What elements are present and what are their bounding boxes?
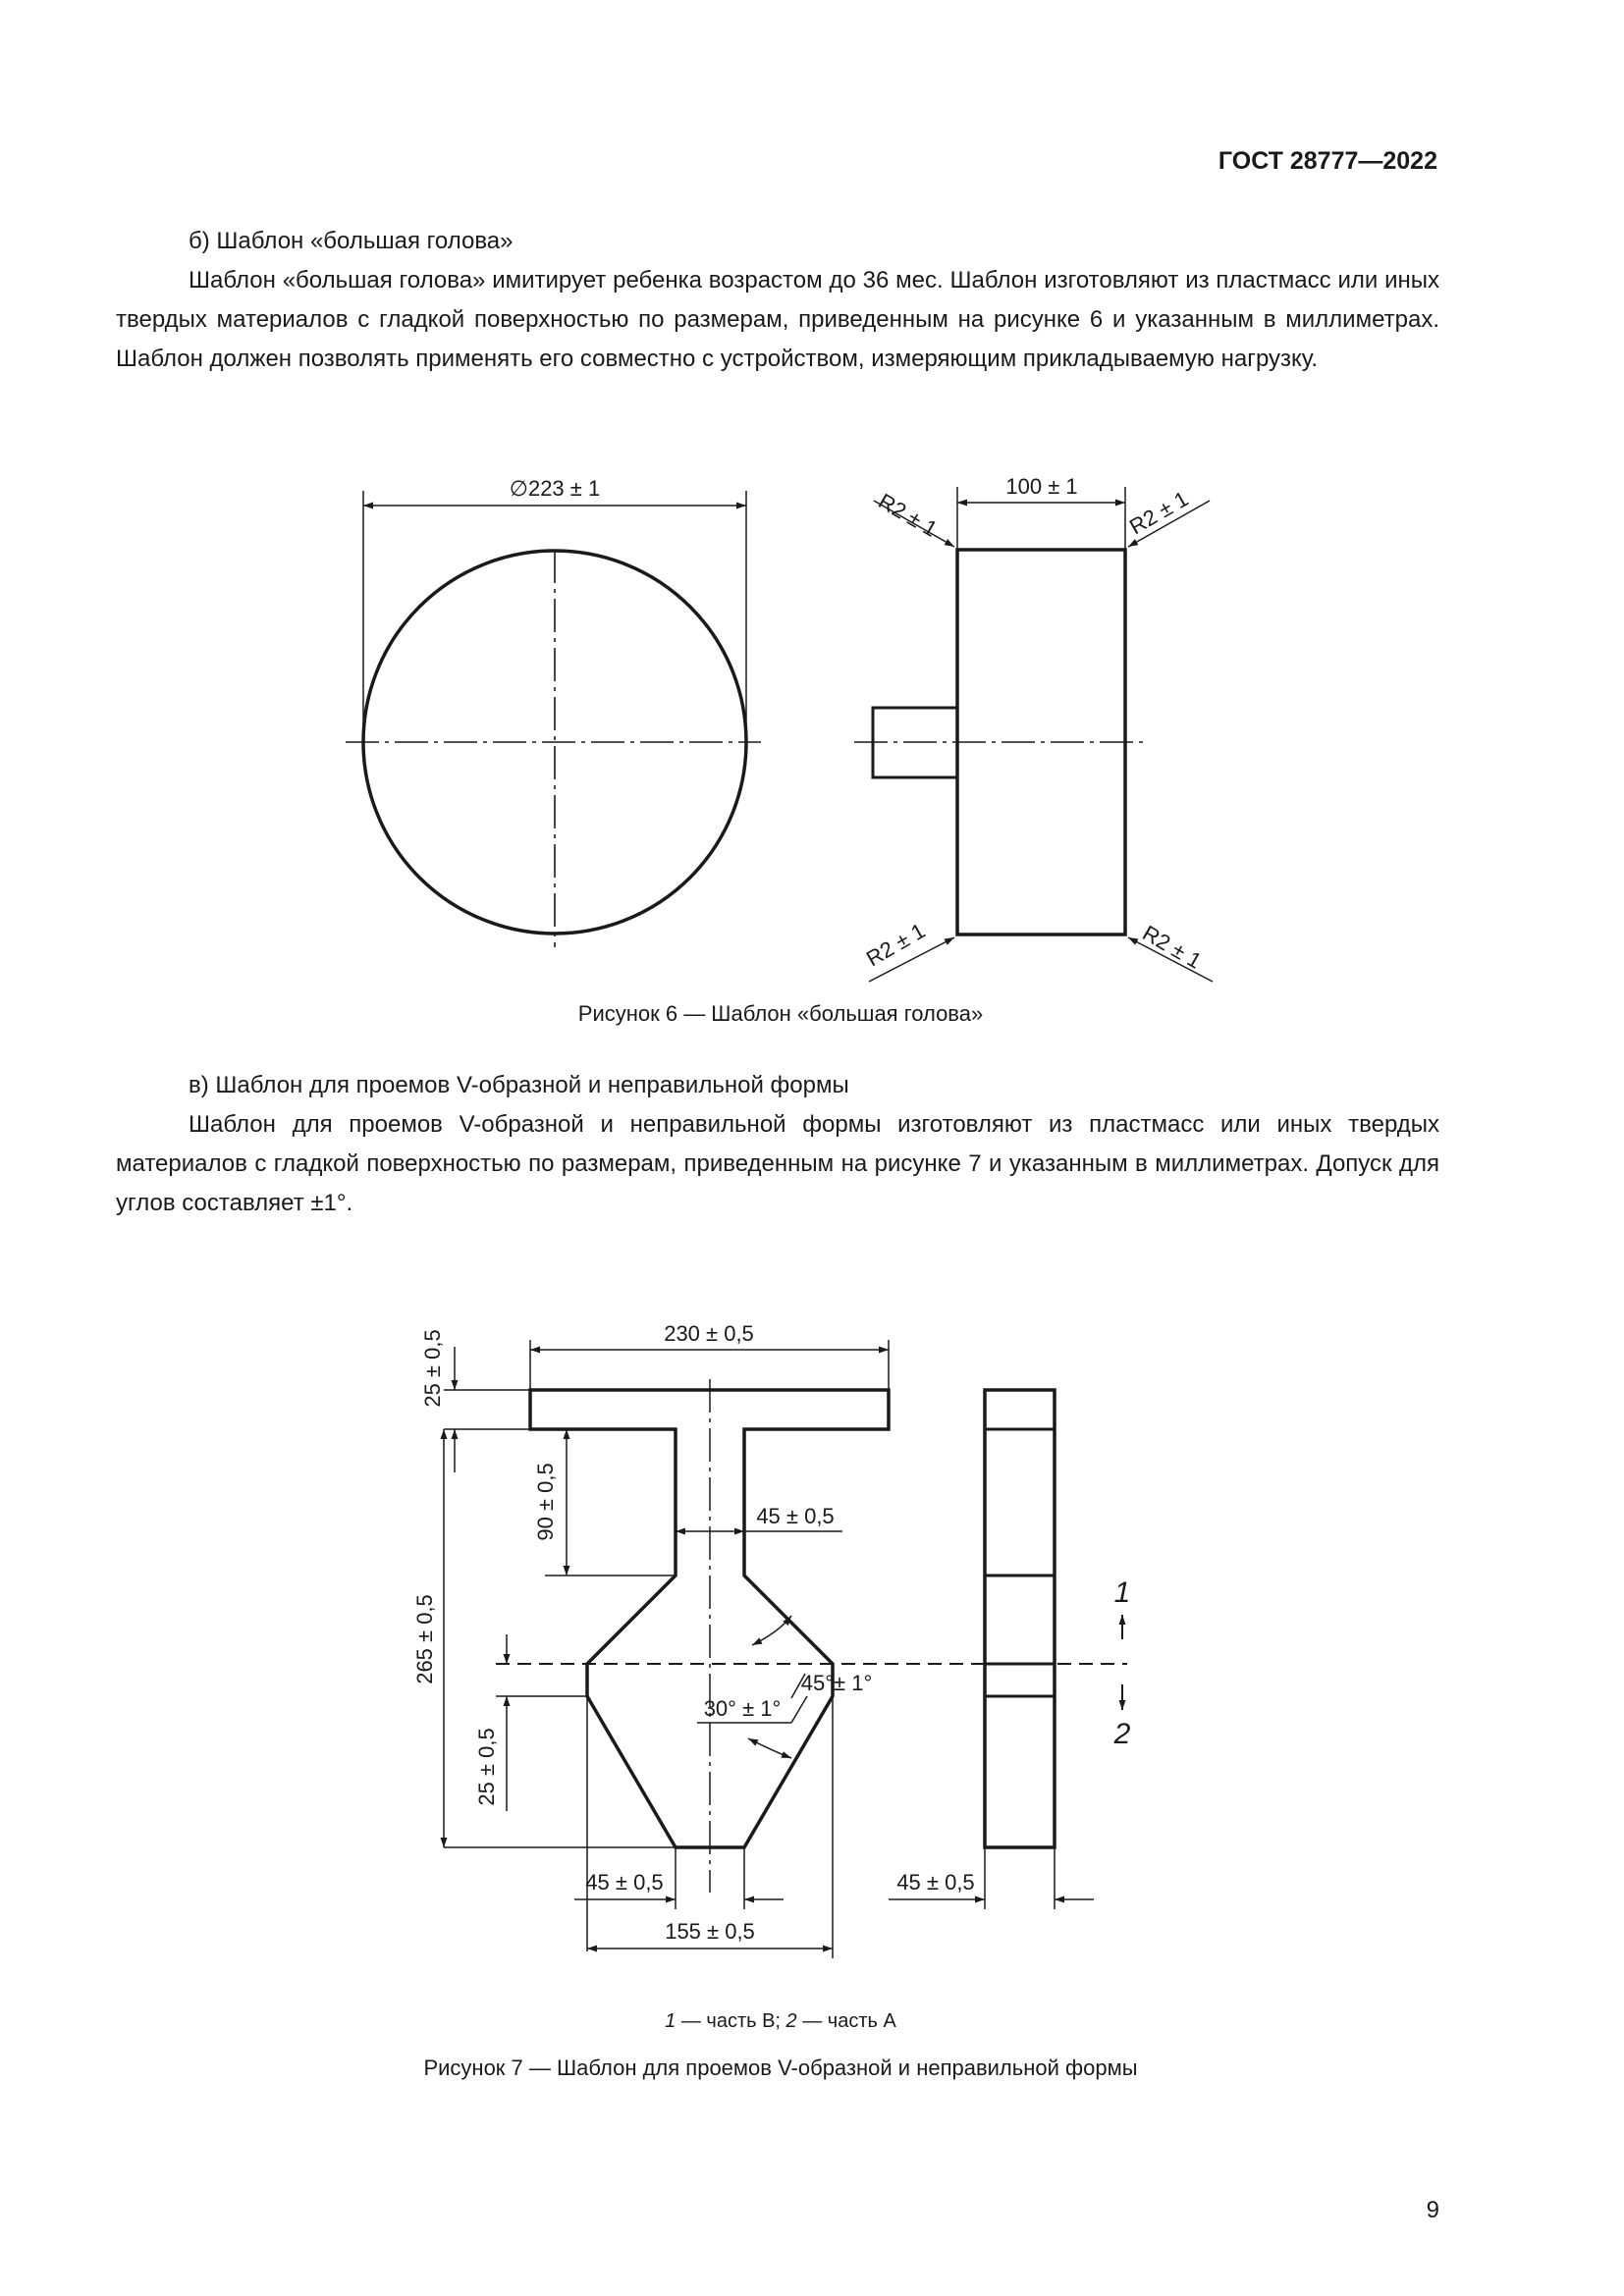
radius-label-top-left: R2 ± 1: [874, 488, 943, 542]
legend-text-2: — часть А: [796, 2010, 896, 2032]
label-lower-offset: 25 ± 0,5: [474, 1728, 499, 1806]
label-side-thickness: 45 ± 0,5: [896, 1870, 975, 1895]
label-stem-width: 45 ± 0,5: [756, 1504, 835, 1528]
legend-number-1: 1: [665, 2010, 677, 2032]
section-b-heading: б) Шаблон «большая голова»: [189, 228, 514, 254]
v-template-side-view: [985, 1390, 1055, 1847]
label-top-width: 230 ± 0,5: [664, 1321, 754, 1346]
page-number: 9: [1426, 2197, 1439, 2223]
label-angle-45: 45°± 1°: [800, 1671, 873, 1695]
label-bottom-width: 45 ± 0,5: [585, 1870, 664, 1895]
section-b: [116, 222, 1439, 379]
section-v-text: Шаблон для проемов V-образной и неправильной формы изготовляют из пластмасс или иных твердых материалов с гладкой поверхностью по размерам, приведенным на рисунке 7 и указанным в миллиметрах. Допуск для углов составляет ±1°.: [116, 1111, 1439, 1216]
figure-6-caption: Рисунок 6 — Шаблон «большая голова»: [577, 1001, 984, 1026]
section-v-heading: в) Шаблон для проемов V-образной и неправильной формы: [189, 1072, 849, 1098]
figure-7-caption: Рисунок 7 — Шаблон для проемов V-образной и неправильной формы: [423, 2056, 1138, 2080]
marker-1: 1: [1113, 1576, 1131, 1609]
section-v: [116, 1066, 1439, 1223]
document-number: ГОСТ 28777—2022: [1218, 147, 1437, 175]
radius-label-top-right: R2 ± 1: [1125, 486, 1193, 540]
label-angle-30: 30° ± 1°: [703, 1696, 782, 1721]
label-overall-width: 155 ± 0,5: [665, 1919, 755, 1944]
legend-number-2: 2: [785, 2010, 797, 2032]
label-top-thickness: 25 ± 0,5: [420, 1329, 445, 1408]
figure-6-drawing: [0, 461, 1624, 1011]
section-b-text: Шаблон «большая голова» имитирует ребенка возрастом до 36 мес. Шаблон изготовляют из пластмасс или иных твердых материалов с гладкой поверхностью по размерам, приведенным на рисунке 6 и указанным в миллиметрах. Шаблон должен позволять применять его совместно с устройством, измеряющим прикладываемую нагрузку.: [116, 267, 1439, 372]
diameter-label: ∅223 ± 1: [509, 476, 601, 501]
figure-7-drawing: [0, 1266, 1624, 2012]
figure-7-legend: [0, 2010, 1561, 2033]
legend-text-1: — часть В;: [676, 2010, 786, 2032]
marker-2: 2: [1113, 1718, 1131, 1750]
radius-label-bottom-left: R2 ± 1: [862, 918, 930, 972]
radius-label-bottom-right: R2 ± 1: [1138, 920, 1207, 974]
width-label: 100 ± 1: [1005, 474, 1078, 499]
label-stem-height: 90 ± 0,5: [533, 1463, 558, 1541]
label-total-height: 265 ± 0,5: [412, 1594, 437, 1684]
